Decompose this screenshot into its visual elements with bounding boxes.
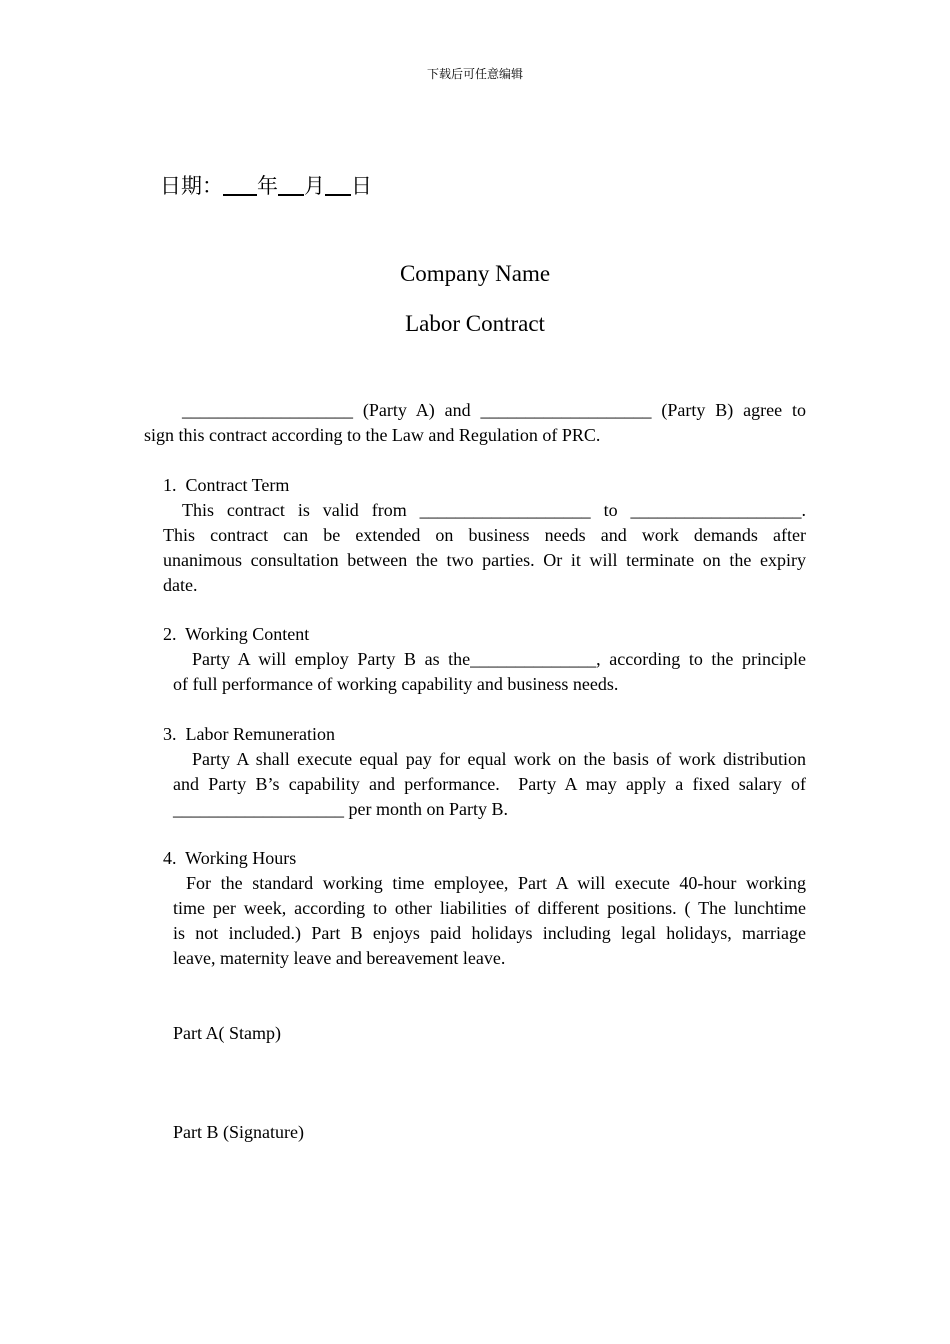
section-4-line-4: leave, maternity leave and bereavement leave. [173,948,506,968]
section-1-heading: 1. Contract Term [163,475,290,495]
year-blank [223,174,257,196]
section-4-line-1: For the standard working time employee, Part A will execute 40-hour working [186,873,806,893]
page-header-note: 下载后可任意编辑 [426,67,523,81]
section-4-body [173,871,806,971]
section-3-heading: 3. Labor Remuneration [163,724,335,744]
section-3-body [173,747,806,822]
intro-text-1: ___________________ (Party A) and ___________________ (Party B) agree to [182,400,806,420]
contract-title: Labor Contract [405,311,545,336]
party-b-signature-label: Part B (Signature) [173,1122,304,1142]
day-char: 日 [351,174,372,198]
section-2-body [173,647,806,697]
section-1-line-3: unanimous consultation between the two parties. Or it will terminate on the expiry [163,550,806,570]
date-label: 日期： [160,174,223,198]
intro-paragraph [144,398,806,448]
section-3-line-2: and Party B’s capability and performance. Party A may apply a fixed salary of [173,774,806,794]
section-3-line-3: ___________________ per month on Party B. [173,799,508,819]
company-name-title: Company Name [399,261,551,286]
day-blank [325,174,351,196]
section-1-line-2: This contract can be extended on business needs and work demands after [163,525,806,545]
intro-line-2: sign this contract according to the Law and Regulation of PRC. [144,425,601,445]
party-a-stamp-label: Part A( Stamp) [173,1023,281,1043]
month-char: 月 [304,174,325,198]
section-1-line-1: This contract is valid from ___________________ to ___________________. [182,500,806,520]
section-3-line-1: Party A shall execute equal pay for equal work on the basis of work distribution [192,749,806,769]
intro-line-1 [144,398,806,423]
section-4-line-2: time per week, according to other liabilities of different positions. ( The lunchtime [173,898,806,918]
section-1-line-4: date. [163,575,198,595]
section-2-heading: 2. Working Content [163,624,310,644]
section-1-body [163,498,806,598]
year-char: 年 [257,174,278,198]
section-4-line-3: is not included.) Part B enjoys paid holidays including legal holidays, marriage [173,923,806,943]
section-4-heading: 4. Working Hours [163,848,297,868]
month-blank [278,174,304,196]
date-line [160,172,372,200]
section-2-line-1: Party A will employ Party B as the______________, according to the principle [192,649,806,669]
section-2-line-2: of full performance of working capability and business needs. [173,674,619,694]
